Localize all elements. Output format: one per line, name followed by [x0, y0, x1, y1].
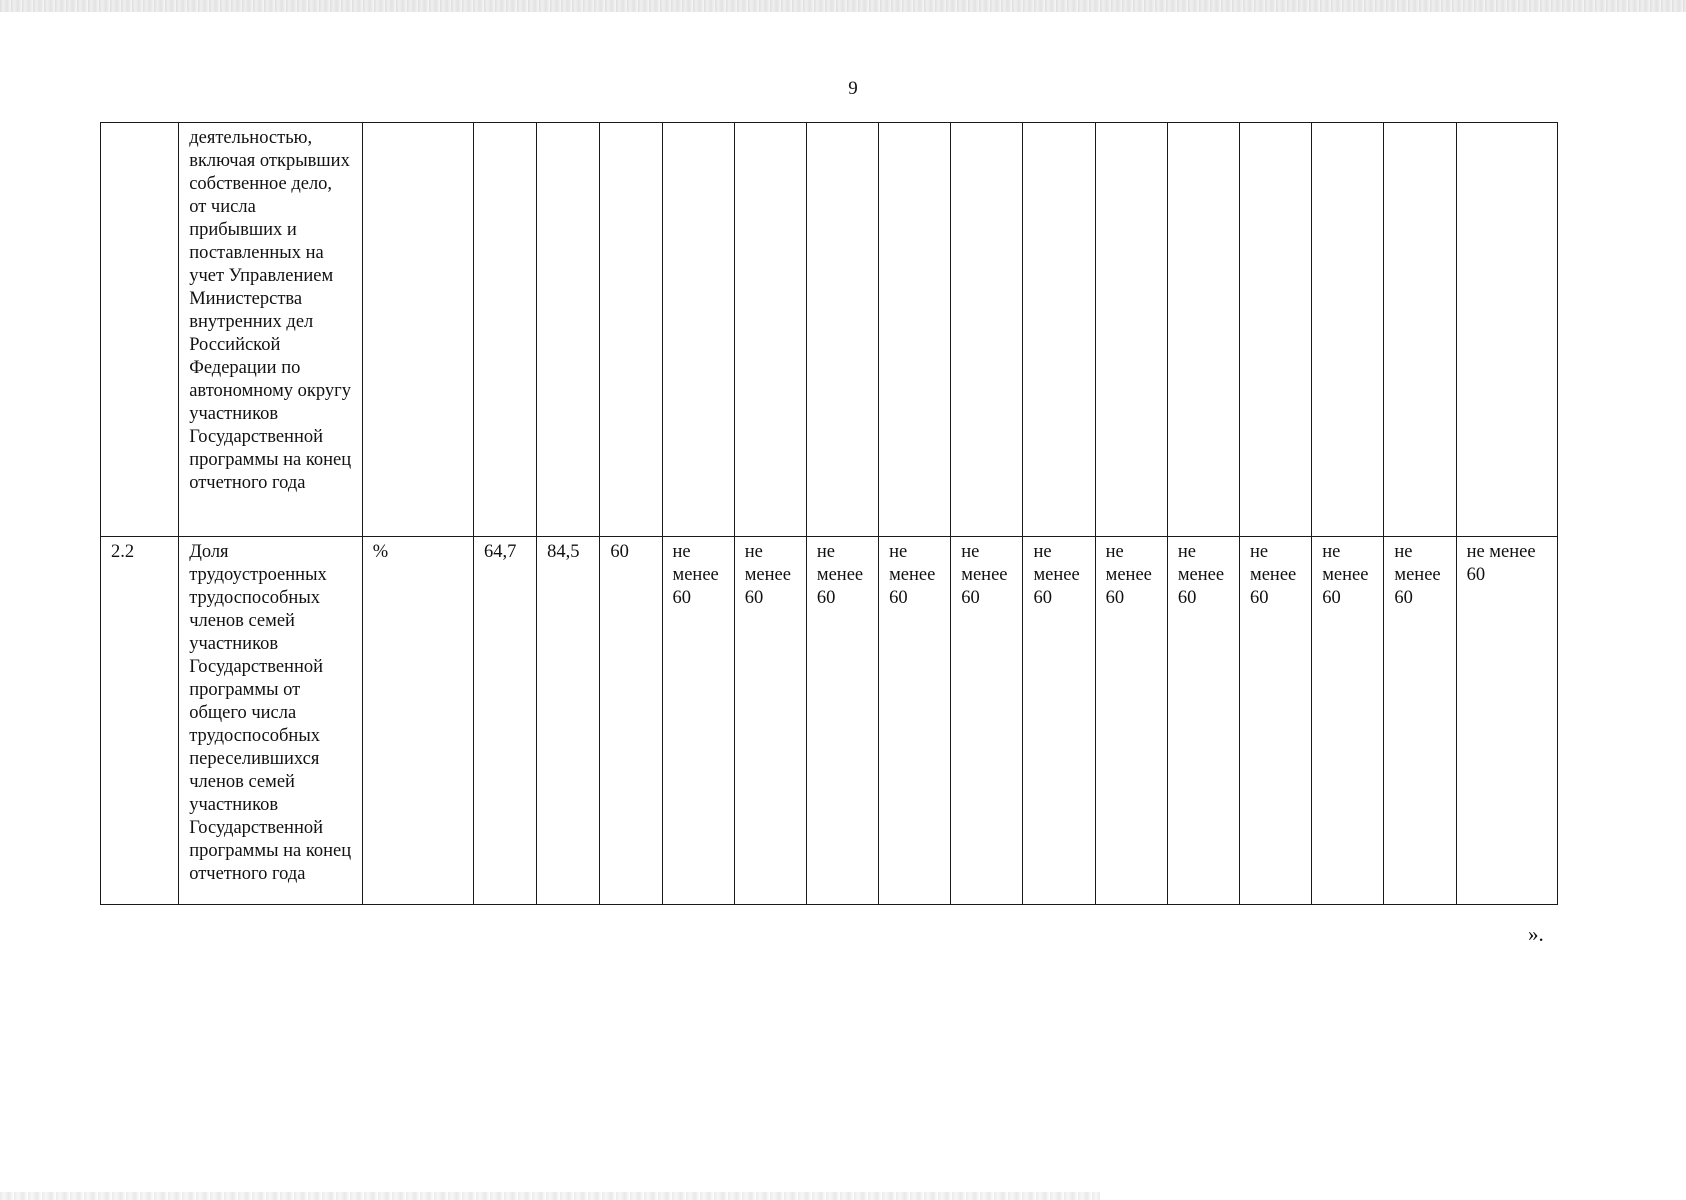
value-cell [662, 123, 734, 537]
value-cell: не менее 60 [734, 537, 806, 905]
value-cell [1167, 123, 1239, 537]
scan-edge-top [0, 0, 1686, 12]
scan-edge-bottom [0, 1192, 1100, 1200]
value-cell [734, 123, 806, 537]
value-cell: не менее 60 [1456, 537, 1557, 905]
value-cell [1095, 123, 1167, 537]
unit-cell: % [362, 537, 473, 905]
value-cell: не менее 60 [1312, 537, 1384, 905]
value-cell: 84,5 [537, 537, 600, 905]
unit-cell [362, 123, 473, 537]
table-row [101, 123, 1558, 537]
closing-quote-mark: ». [1528, 922, 1544, 946]
value-cell [951, 123, 1023, 537]
value-cell: не менее 60 [951, 537, 1023, 905]
value-cell: не менее 60 [1240, 537, 1312, 905]
value-cell [537, 123, 600, 537]
value-cell [1240, 123, 1312, 537]
value-cell: не менее 60 [1167, 537, 1239, 905]
value-cell: не менее 60 [662, 537, 734, 905]
value-cell: не менее 60 [879, 537, 951, 905]
page-number: 9 [848, 78, 858, 99]
row-number-cell: 2.2 [101, 537, 179, 905]
value-cell: не менее 60 [1384, 537, 1456, 905]
value-cell [1384, 123, 1456, 537]
value-cell [474, 123, 537, 537]
value-cell: не менее 60 [1023, 537, 1095, 905]
value-cell: 64,7 [474, 537, 537, 905]
indicator-name-cell: деятельностью, включая открывших собственное дело, от числа прибывших и поставленных на учет Управлением Министерства внутренних дел Российской Федерации по автономному округу участников Государственной программы на конец отчетного года [179, 123, 363, 537]
value-cell [1023, 123, 1095, 537]
table-row [101, 537, 1558, 905]
value-cell: не менее 60 [806, 537, 878, 905]
value-cell [1456, 123, 1557, 537]
value-cell [600, 123, 662, 537]
indicator-name-cell: Доля трудоустроенных трудоспособных членов семей участников Государственной программы от общего числа трудоспособных переселившихся членов семей участников Государственной программы на конец отчетного года [179, 537, 363, 905]
value-cell [1312, 123, 1384, 537]
value-cell: 60 [600, 537, 662, 905]
indicators-table [100, 122, 1558, 905]
value-cell [806, 123, 878, 537]
value-cell [879, 123, 951, 537]
row-number-cell [101, 123, 179, 537]
value-cell: не менее 60 [1095, 537, 1167, 905]
